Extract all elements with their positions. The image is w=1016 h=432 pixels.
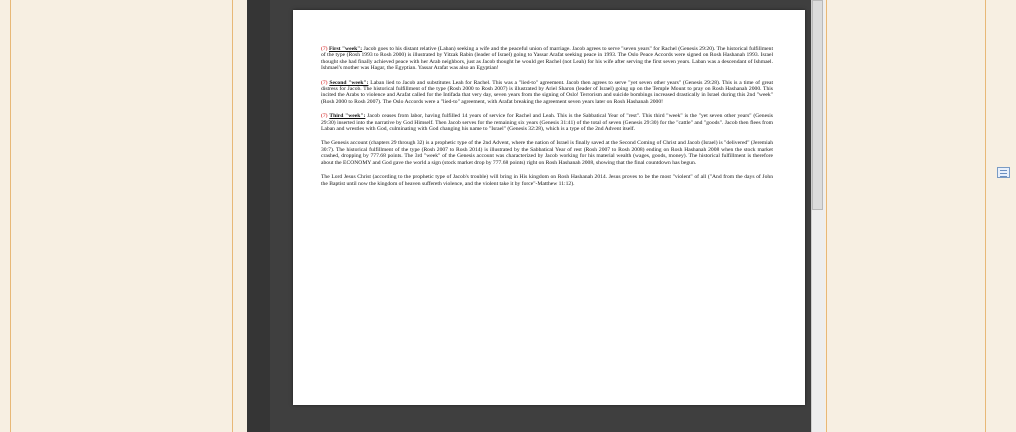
paragraph-marker: (7) [321, 79, 328, 86]
paragraph-heading: Third "week": [329, 113, 366, 120]
paragraph-heading: First "week": [329, 46, 363, 52]
paragraph-marker: (7) [321, 113, 328, 120]
paragraph-genesis-account [321, 140, 773, 166]
viewer-left-strip [247, 0, 270, 432]
paragraph-text: Jacob goes to his distant relative (Laban) seeking a wife and the peaceful union of marriage. Jacob agrees to serve "seven years" for Rachel (Genesis 29:20). The historical fulfillment of the type (Rosh 1993 to Rosh 2000) is illustrated by Yitzak Rabin (leader of Israel) going to Yassar Arafat seeking peace in 1993. The Oslo Peace Accords were signed on Rosh Hashanah 1993. Israel thought she had finally achieved peace with her Arab neighbors, just as Jacob thought he would get Rachel (not Leah) for his wife after serving the first seven years. Laban was a descendant of Ishmael. Ishmael's mother was Hagar, the Egyptian. Yassar Arafat was also an Egyptian! [321, 46, 773, 72]
page-content [321, 46, 773, 195]
paragraph-text: The Genesis account (chapters 29 through 32) is a prophetic type of the 2nd Advent, where the nation of Israel is finally saved at the Second Coming of Christ and Jacob (Israel) is "delivered" (Jeremiah 30:7). The historical fulfillment of the type (Rosh 2007 to Rosh 2014) is illustrated by the Sabbatical Year of rest (Rosh 2007 to Rosh 2008) ending on Rosh Hashanah 2008 when the stock market crashed, dropping by 777.68 points. The 3rd "week" of the Genesis account was characterized by Jacob working for his material wealth (wages, goods, money). The historical fulfillment is therefore about the ECONOMY and God gave the world a sign (stock market drop by 777.68 points) right on Rosh Hashanah 2008, showing that the final countdown has begun. [321, 140, 773, 166]
paragraph-text: Laban lied to Jacob and substitutes Leah for Rachel. This was a "lied-to" agreement. Jacob then agrees to serve "yet seven other years" (Genesis 29:28). This is a time of great distress for Jacob. The historical fulfillment of the type (Rosh 2000 to Rosh 2007) is illustrated by Ariel Sharon (leader of Israel) going up on the Temple Mount to pray on Rosh Hashanah 2000. This incited the Arabs to violence and Arafat called for the Intifada that very day, seven years from the signing of Oslo! Terrorism and suicide bombings increased drastically in Israel during this 2nd "week" (Rosh 2000 to Rosh 2007). The Oslo Accords were a "lied-to" agreement, with Arafat breaking the agreement seven years later on Rosh Hashanah 2000! [321, 79, 774, 105]
paragraph-second-week [321, 80, 773, 106]
paragraph-text: The Lord Jesus Christ (according to the prophetic type of Jacob's trouble) will bring in His kingdom on Rosh Hashanah 2014. Jesus proves to be the most "violent" of all ("And from the days of John the Baptist until now the kingdom of heaven suffereth violence, and the violent take it by force"-Matthew 11:12). [321, 174, 773, 187]
scrollbar-thumb[interactable] [812, 0, 823, 210]
left-panel [0, 0, 247, 432]
paragraph-third-week [321, 113, 773, 132]
right-guide-line [826, 0, 827, 432]
paragraph-text: Jacob ceases from labor, having fulfilled 14 years of service for Rachel and Leah. This is the Sabbatical Year of "rest". This third "week" is the "yet seven other years" (Genesis 29:30) inserted into the narrative by God Himself. Then Jacob serves for the remaining six years (Genesis 31:41) of the total of seven (Genesis 29:30) for the "cattle" and "goods". Jacob then flees from Laban and wrestles with God, culminating with God changing his name to "Israel" (Genesis 32:28), which is a type of the 2nd Advent itself. [321, 113, 773, 133]
paragraph-heading: Second "week": [329, 79, 369, 86]
right-guide-line [985, 0, 986, 432]
left-guide-line [232, 0, 233, 432]
left-guide-line [10, 0, 11, 432]
document-page [293, 10, 805, 405]
paragraph-marker: (7) [321, 46, 328, 52]
paragraph-jesus-kingdom [321, 174, 773, 187]
right-panel [825, 0, 1016, 432]
list-view-icon[interactable] [997, 167, 1010, 178]
paragraph-first-week [321, 46, 773, 72]
